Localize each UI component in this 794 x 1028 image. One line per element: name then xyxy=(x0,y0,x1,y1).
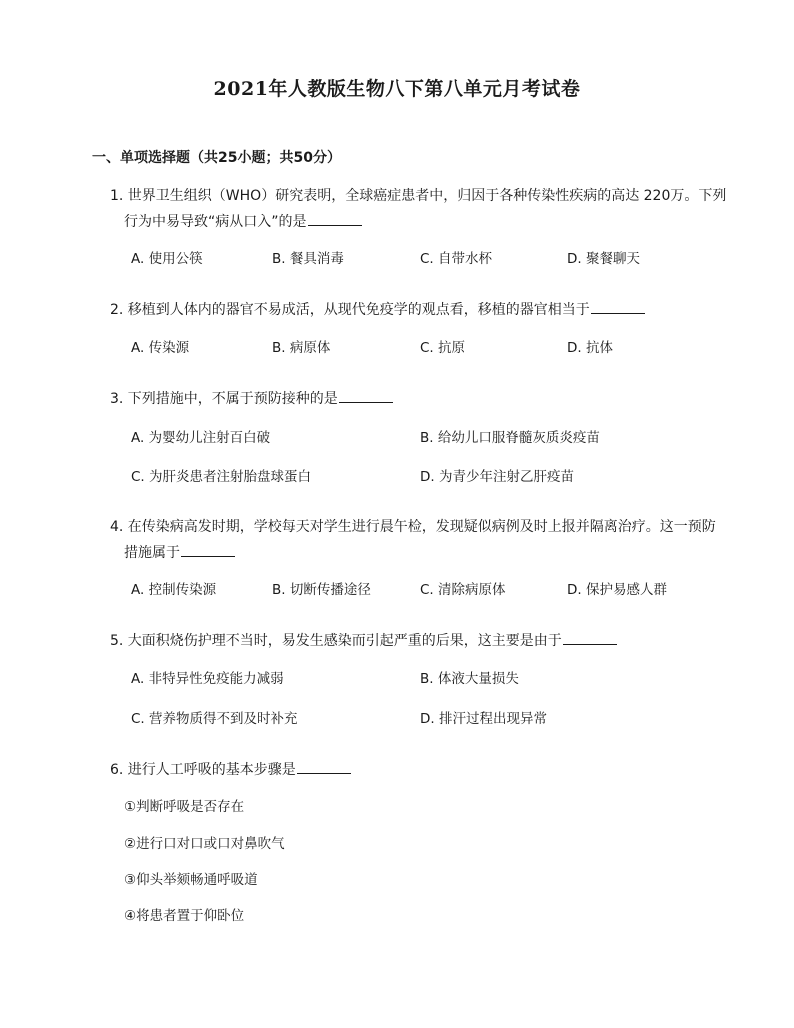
question-3-option-b: B. 给幼儿口服脊髓灰质炎疫苗 xyxy=(420,430,600,446)
question-6-step-4: ④将患者置于仰卧位 xyxy=(124,908,245,924)
question-1-option-b: B. 餐具消毒 xyxy=(272,251,344,267)
question-6-step-2: ②进行口对口或口对鼻吹气 xyxy=(124,836,285,852)
question-3-option-c: C. 为肝炎患者注射胎盘球蛋白 xyxy=(131,469,312,485)
question-4-text-cont: 措施属于 xyxy=(124,542,235,563)
question-2-option-a: A. 传染源 xyxy=(131,340,190,356)
question-6-step-1: ①判断呼吸是否存在 xyxy=(124,799,245,815)
question-1-text: 1. 世界卫生组织（WHO）研究表明，全球癌症患者中，归因于各种传染性疾病的高达 220万。下列 xyxy=(110,188,727,204)
question-2-option-d: D. 抗体 xyxy=(567,340,613,356)
question-2-text: 2. 移植到人体内的器官不易成活，从现代免疫学的观点看，移植的器官相当于 xyxy=(110,299,645,320)
answer-blank xyxy=(339,388,393,403)
answer-blank xyxy=(563,630,617,645)
exam-title: 2021年人教版生物八下第八单元月考试卷 xyxy=(213,78,581,100)
question-3-text: 3. 下列措施中，不属于预防接种的是 xyxy=(110,388,393,409)
section-heading: 一、单项选择题（共25小题；共50分） xyxy=(92,150,341,166)
question-3-option-d: D. 为青少年注射乙肝疫苗 xyxy=(420,469,574,485)
question-6-step-3: ③仰头举颏畅通呼吸道 xyxy=(124,872,258,888)
question-4-option-d: D. 保护易感人群 xyxy=(567,582,667,598)
question-5-option-a: A. 非特异性免疫能力减弱 xyxy=(131,671,284,687)
answer-blank xyxy=(308,211,362,226)
answer-blank xyxy=(297,759,351,774)
answer-blank xyxy=(181,542,235,557)
question-2-option-c: C. 抗原 xyxy=(420,340,466,356)
question-4-option-b: B. 切断传播途径 xyxy=(272,582,371,598)
question-5-option-c: C. 营养物质得不到及时补充 xyxy=(131,711,298,727)
question-6-text: 6. 进行人工呼吸的基本步骤是 xyxy=(110,759,351,780)
question-4-option-a: A. 控制传染源 xyxy=(131,582,217,598)
question-1-text-cont: 行为中易导致“病从口入”的是 xyxy=(124,211,362,232)
question-1-option-c: C. 自带水杯 xyxy=(420,251,493,267)
question-3-option-a: A. 为婴幼儿注射百白破 xyxy=(131,430,271,446)
question-1-option-a: A. 使用公筷 xyxy=(131,251,203,267)
question-5-text: 5. 大面积烧伤护理不当时，易发生感染而引起严重的后果，这主要是由于 xyxy=(110,630,617,651)
question-1-option-d: D. 聚餐聊天 xyxy=(567,251,640,267)
answer-blank xyxy=(591,299,645,314)
question-4-text: 4. 在传染病高发时期，学校每天对学生进行晨午检，发现疑似病例及时上报并隔离治疗。这一预防 xyxy=(110,519,716,535)
question-4-option-c: C. 清除病原体 xyxy=(420,582,506,598)
question-5-option-d: D. 排汗过程出现异常 xyxy=(420,711,547,727)
question-2-option-b: B. 病原体 xyxy=(272,340,331,356)
question-5-option-b: B. 体液大量损失 xyxy=(420,671,519,687)
